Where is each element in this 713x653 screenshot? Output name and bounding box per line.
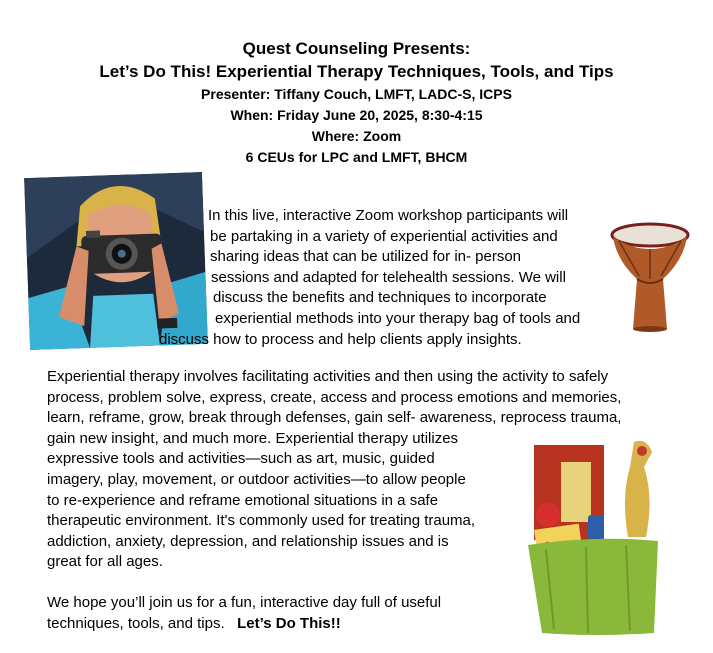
intro-line: In this live, interactive Zoom workshop participants will (208, 207, 569, 224)
drum-image (609, 221, 691, 333)
body-line: therapeutic environment. It's commonly used for treating trauma, (47, 512, 476, 530)
presenter-photo (24, 172, 208, 350)
body-line: imagery, play, movement, or outdoor activities—to allow people (47, 470, 466, 488)
ceus-line: 6 CEUs for LPC and LMFT, BHCM (245, 149, 468, 165)
presents-line: Quest Counseling Presents: (242, 39, 471, 58)
workshop-title: Let’s Do This! Experiential Therapy Techniques, Tools, and Tips (99, 62, 614, 81)
body-line: gain new insight, and much more. Experiential therapy utilizes (47, 429, 459, 447)
closing-line: We hope you’ll join us for a fun, interactive day full of useful (47, 594, 442, 611)
presenter-line: Presenter: Tiffany Couch, LMFT, LADC-S, ICPS (201, 86, 512, 102)
body-line: expressive tools and activities—such as art, music, guided (47, 450, 435, 468)
tool-bag-image (526, 437, 671, 637)
body-line: to re-experience and reframe emotional situations in a safe (47, 491, 439, 509)
intro-line: discuss the benefits and techniques to incorporate (213, 289, 547, 307)
intro-line: be partaking in a variety of experiential activities and (210, 227, 558, 245)
body-line: addiction, anxiety, depression, and relationship issues and is (47, 532, 449, 550)
body-line: Experiential therapy involves facilitating activities and then using the activity to safely (47, 368, 609, 385)
closing-paragraph (47, 593, 527, 634)
body-line: great for all ages. (47, 553, 163, 571)
body-line: process, problem solve, express, create, access and process emotions and memories, (47, 388, 622, 406)
body-line: learn, reframe, grow, break through defenses, gain self- awareness, reprocess trauma, (47, 409, 622, 427)
flyer-header (0, 38, 713, 168)
location-line: Where: Zoom (311, 128, 402, 144)
closing-line: techniques, tools, and tips. (47, 614, 225, 632)
intro-line: experiential methods into your therapy bag of tools and (215, 309, 581, 327)
closing-emphasis: Let’s Do This!! (237, 614, 341, 632)
intro-line: discuss how to process and help clients apply insights. (159, 330, 522, 348)
intro-line: sessions and adapted for telehealth sessions. We will (211, 268, 566, 286)
intro-paragraph (159, 206, 608, 350)
date-line: When: Friday June 20, 2025, 8:30-4:15 (230, 107, 483, 123)
intro-line: sharing ideas that can be utilized for in- person (210, 248, 522, 266)
